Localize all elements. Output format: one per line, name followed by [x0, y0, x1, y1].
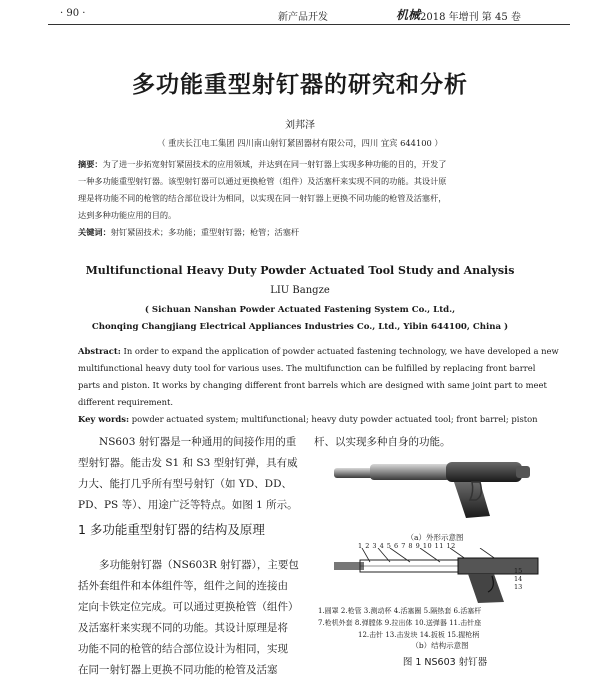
section-grip	[468, 574, 504, 603]
barrel	[370, 464, 450, 480]
legend-line: 12.击针 13.击发块 14.扳板 15.握枪柄	[358, 631, 480, 639]
abstract-en-line: In order to expand the application of powder actuated fastening technology, we have developed a new	[123, 346, 559, 356]
body-line: 型射钉器。能击发 S1 和 S3 型射钉弹，具有威	[78, 457, 298, 469]
tool-exterior-illustration	[330, 452, 550, 524]
body-line: 多功能射钉器（NS603R 射钉器），主要包	[99, 559, 299, 571]
abstract-en-label: Abstract:	[78, 346, 121, 356]
abstract-cn-line: 为了进一步拓宽射钉紧固技术的应用领域，并达到在同一射钉器上实现多种功能的目的，开发了	[102, 159, 447, 169]
affiliation-en-line: Chonqing Changjiang Electrical Appliances Industries Co., Ltd., Yibin 644100, China )	[91, 322, 509, 332]
affiliation-cn: （ 重庆长江电工集团 四川南山射钉紧固器材有限公司，四川 宜宾 644100 ）	[157, 138, 443, 148]
figure-caption-b: （b）结构示意图	[411, 641, 469, 650]
abstract-cn	[78, 156, 566, 241]
right-column-line: 杆、以实现多种自身的功能。	[314, 436, 451, 448]
rear-cap	[516, 466, 530, 478]
issue-info: 2018 年增刊 第 45 卷	[420, 12, 521, 23]
figure-title: 图 1 NS603 射钉器	[402, 657, 488, 668]
section-1-heading: 1 多功能重型射钉器的结构及原理	[78, 522, 265, 537]
keywords-en-label: Key words:	[78, 414, 130, 424]
abstract-cn-line: 达到多种功能应用的目的。	[78, 210, 177, 220]
abstract-cn-line: 一种多功能重型射钉器。该型射钉器可以通过更换枪管（组件）及活塞杆来实现不同的功能。其设计原	[78, 176, 447, 186]
title-en: Multifunctional Heavy Duty Powder Actuated Tool Study and Analysis	[85, 264, 515, 277]
barrel-tip	[334, 468, 374, 478]
author-en: LIU Bangze	[270, 285, 330, 296]
journal-name: 机械	[396, 8, 421, 22]
keywords-cn: 射钉紧固技术；多功能；重型射钉器；枪管；活塞杆	[110, 227, 300, 237]
body-line: 功能不同的枪管的结合部位设计为相同，实现	[78, 643, 288, 655]
section-1-paragraph	[78, 555, 300, 681]
body-line: PD、PS 等）、用途广泛等特点。如图 1 所示。	[78, 499, 298, 511]
tool-body	[446, 462, 522, 482]
page-number: · 90 ·	[60, 8, 86, 19]
abstract-en-line: different requirement.	[78, 397, 173, 407]
abstract-en-line: parts and piston. It works by changing different front barrels which are designed with same joint part to meet	[78, 380, 547, 390]
section-name: 新产品开发	[278, 12, 328, 23]
author-cn: 刘邦泽	[285, 120, 315, 131]
figure-legend	[318, 605, 588, 641]
part-number: 14	[514, 575, 523, 583]
section-body	[458, 558, 538, 574]
part-number: 15	[514, 567, 523, 575]
abstract-cn-label: 摘要：	[78, 159, 103, 169]
part-number: 13	[514, 583, 523, 591]
figure-caption-a: （a）外形示意图	[406, 533, 464, 542]
body-line: 力大、能打几乎所有型号射钉（如 YD、DD、	[78, 478, 293, 490]
keywords-cn-label: 关键词：	[78, 227, 111, 237]
body-line: 括外套组件和本体组件等，组件之间的连接由	[78, 580, 288, 592]
title-cn: 多功能重型射钉器的研究和分析	[132, 72, 468, 98]
header-rule	[48, 24, 570, 25]
part-numbers-side	[514, 567, 522, 591]
legend-line: 7.枪机外套 8.弹膛体 9.拉出体 10.送弹器 11.击针座	[318, 619, 482, 627]
intro-paragraph	[78, 432, 300, 516]
keywords-en: powder actuated system; multifunctional; heavy duty powder actuated tool; front barrel; piston	[131, 414, 538, 424]
abstract-en	[78, 343, 566, 428]
legend-line: 1.圆罩 2.枪管 3.测动杯 4.活塞圈 5.隔热套 6.活塞杆	[318, 607, 482, 615]
body-line: NS603 射钉器是一种通用的间接作用的重	[99, 436, 297, 448]
body-line: 及活塞杆来实现不同的功能。其设计原理是将	[78, 622, 288, 634]
part-numbers-top: 1 2 3 4 5 6 7 8 9 10 11 12	[358, 542, 456, 550]
body-line: 在同一射钉器上更换不同功能的枪管及活塞	[78, 664, 278, 676]
affiliation-en-line: ( Sichuan Nanshan Powder Actuated Fastening System Co., Ltd.,	[144, 305, 456, 315]
abstract-en-line: multifunctional heavy duty tool for various uses. The multifunction can be fulfilled by replacing front barrel	[78, 363, 536, 373]
body-line: 定向卡铁定位完成。可以通过更换枪管（组件）	[78, 601, 299, 613]
abstract-cn-line: 理是将功能不同的枪管的结合部位设计为相同，以实现在同一射钉器上更换不同功能的枪管及活塞杆，	[78, 193, 447, 203]
